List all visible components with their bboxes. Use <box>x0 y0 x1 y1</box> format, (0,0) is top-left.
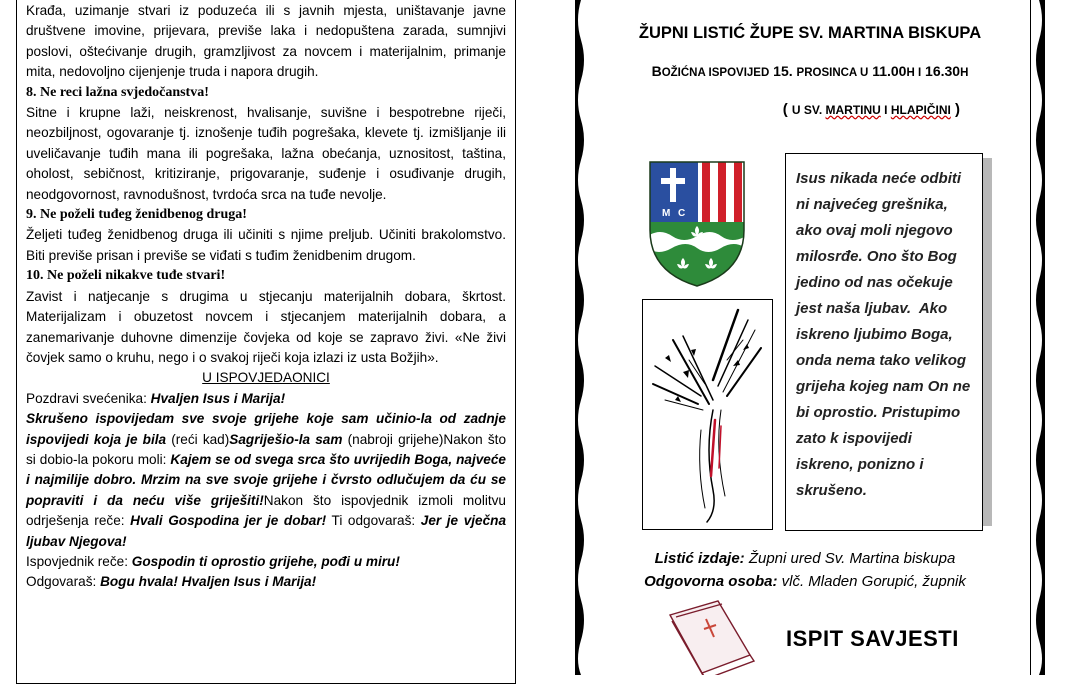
priest-line <box>26 552 506 572</box>
schedule-part: B <box>651 63 662 79</box>
crest-icon <box>648 160 746 288</box>
examination-of-conscience-title: ISPIT SAVJESTI <box>786 626 959 651</box>
location-part: MARTINU <box>825 103 881 117</box>
responsible-line <box>600 570 1010 593</box>
responsible-value: vlč. Mladen Gorupić, župnik <box>777 573 966 590</box>
wavy-border-left <box>575 0 589 675</box>
wavy-border-right <box>1031 0 1045 675</box>
bible-book-icon <box>660 595 760 675</box>
priest-label: Ispovjednik reče: <box>26 553 132 569</box>
confession-part-9: Jer je vječna ljubav Njegova! <box>26 513 507 549</box>
schedule-part: H <box>960 67 969 79</box>
commandment-9-heading: 9. Ne poželi tuđeg ženidbenog druga! <box>26 207 247 223</box>
crest-letter: C <box>678 208 686 219</box>
commandment-9-text: Željeti tuđeg ženidbenog druga ili učiniti s njime preljub. Učiniti brakolomstvo. Biti previše prisan i previše se viđati s tuđim ženidbenim drugom. <box>26 227 506 263</box>
commandments-column <box>16 0 516 684</box>
schedule-part: 15. <box>769 63 797 79</box>
confessional-section-title: U ISPOVJEDAONICI <box>202 370 330 386</box>
answer-label: Odgovaraš: <box>26 574 101 590</box>
location-part: ( <box>782 101 792 118</box>
commandment-10-text: Zavist i natjecanje s drugima u stjecanju materijalnih dobara, škrtost. Materijalizam i obuzetost novcem i stjecanjem materijalnih dobara, a zanemarivanje duhovne dimenzije čovjeka od koje se zapravo živi. «Ne živi čovjek samo o kruhu, nego i o svakoj riječi koja izlazi iz usta Božjih». <box>26 288 506 365</box>
schedule-part: 11.00 <box>868 63 907 79</box>
location-part: HLAPIČINI <box>890 103 951 117</box>
paragraph-theft: Krađa, uzimanje stvari iz poduzeća ili s javnih mjesta, uništavanje javne društvene imovine, prijevara, previše laka i nedopuštena zarada, sumnjivi poslovi, oštećivanje drugih, gramzljivost za novcem i materijalnim, primanje mita, nedovoljno cijenjenje truda i napora drugih. <box>26 3 506 80</box>
location-part: U SV. <box>791 103 826 117</box>
commandment-10-heading: 10. Ne poželi nikakve tuđe stvari! <box>26 268 226 284</box>
location-part: I <box>880 103 891 117</box>
parish-bulletin-title: ŽUPNI LISTIĆ ŽUPE SV. MARTINA BISKUPA <box>638 24 982 42</box>
confession-part-1: Skrušeno ispovijedam sve svoje grijehe koje sam učinio-la od zadnje ispovijedi koja je bila <box>26 411 506 447</box>
answer-text: Bogu hvala! Hvaljen Isus i Marija! <box>100 574 317 590</box>
confession-part-8: Ti odgovaraš: <box>326 513 421 529</box>
confession-part-4: (nabroji grijehe)Nakon što si dobio-la pokoru moli: <box>26 431 507 467</box>
location-part: ) <box>950 101 960 118</box>
commandment-8-heading: 8. Ne reci lažna svjedočanstva! <box>26 84 209 100</box>
greeting-text: Hvaljen Isus i Marija! <box>150 390 286 406</box>
commandment-8-text: Sitne i krupne laži, neiskrenost, hvalisanje, suvišne i bespotrebne riječi, neozbiljnost, ogovaranje tj. iznošenje tuđih pogrešaka, klevete tj. izmišljanje ili uveličavanje tuđih mana ili pogrešaka, lažna obećanja, uznositost, taština, oholost, sebičnost, kritiziranje, prigovaranje, suđenje i osuđivanje drugih, neodgovornost, ravnodušnost, tvrdoća srca na tuđe nevolje. <box>26 105 506 202</box>
schedule-part: H I <box>906 67 922 79</box>
schedule-part: PROSINCA U <box>796 67 869 79</box>
confession-part-3: Sagriješio-la sam <box>229 431 343 447</box>
confession-part-6: Nakon što ispovjednik izmoli molitvu odrješenja reče: <box>26 492 506 529</box>
crest-letter: M <box>662 208 671 219</box>
answer-line <box>26 572 506 592</box>
crucifix-image-frame <box>642 299 773 530</box>
responsible-label: Odgovorna osoba: <box>644 573 778 590</box>
confession-location <box>600 101 960 118</box>
schedule-part: OŽIĆNA ISPOVIJED <box>661 67 770 79</box>
confession-schedule <box>600 63 1020 79</box>
publisher-value: Župni ured Sv. Martina biskupa <box>744 550 956 567</box>
confession-part-7: Hvali Gospodina jer je dobar! <box>130 513 327 529</box>
abstract-crucifix-icon <box>643 300 772 529</box>
publisher-info <box>600 547 1010 593</box>
priest-text: Gospodin ti oprostio grijehe, pođi u miru! <box>131 553 400 569</box>
greeting-line <box>26 389 506 409</box>
contrition-prayer: Kajem se od svega srca što uvrijedih Boga, najveće i najmilije dobro. Mrzim na sve svoje grijehe i čvrsto odlučujem da ću se popraviti i da neću više griješiti! <box>26 451 506 508</box>
confession-part-2: (reći kad) <box>166 431 230 447</box>
greeting-label: Pozdravi svećenika: <box>26 390 151 406</box>
schedule-part: 16.30 <box>921 63 961 79</box>
publisher-line <box>600 547 1010 570</box>
mercy-quote-box: Isus nikada neće odbiti ni najvećeg grešnika, ako ovaj moli njegovo milosrđe. Ono što Bog jedino od nas očekuje jest naša ljubav. Ako iskreno ljubimo Boga, onda nema tako velikog grijeha kojeg nam On ne bi oprostio. Pristupimo zato k ispovijedi iskreno, ponizno i skrušeno. <box>785 153 983 531</box>
publisher-label: Listić izdaje: <box>654 550 745 567</box>
confession-instructions <box>26 409 506 552</box>
